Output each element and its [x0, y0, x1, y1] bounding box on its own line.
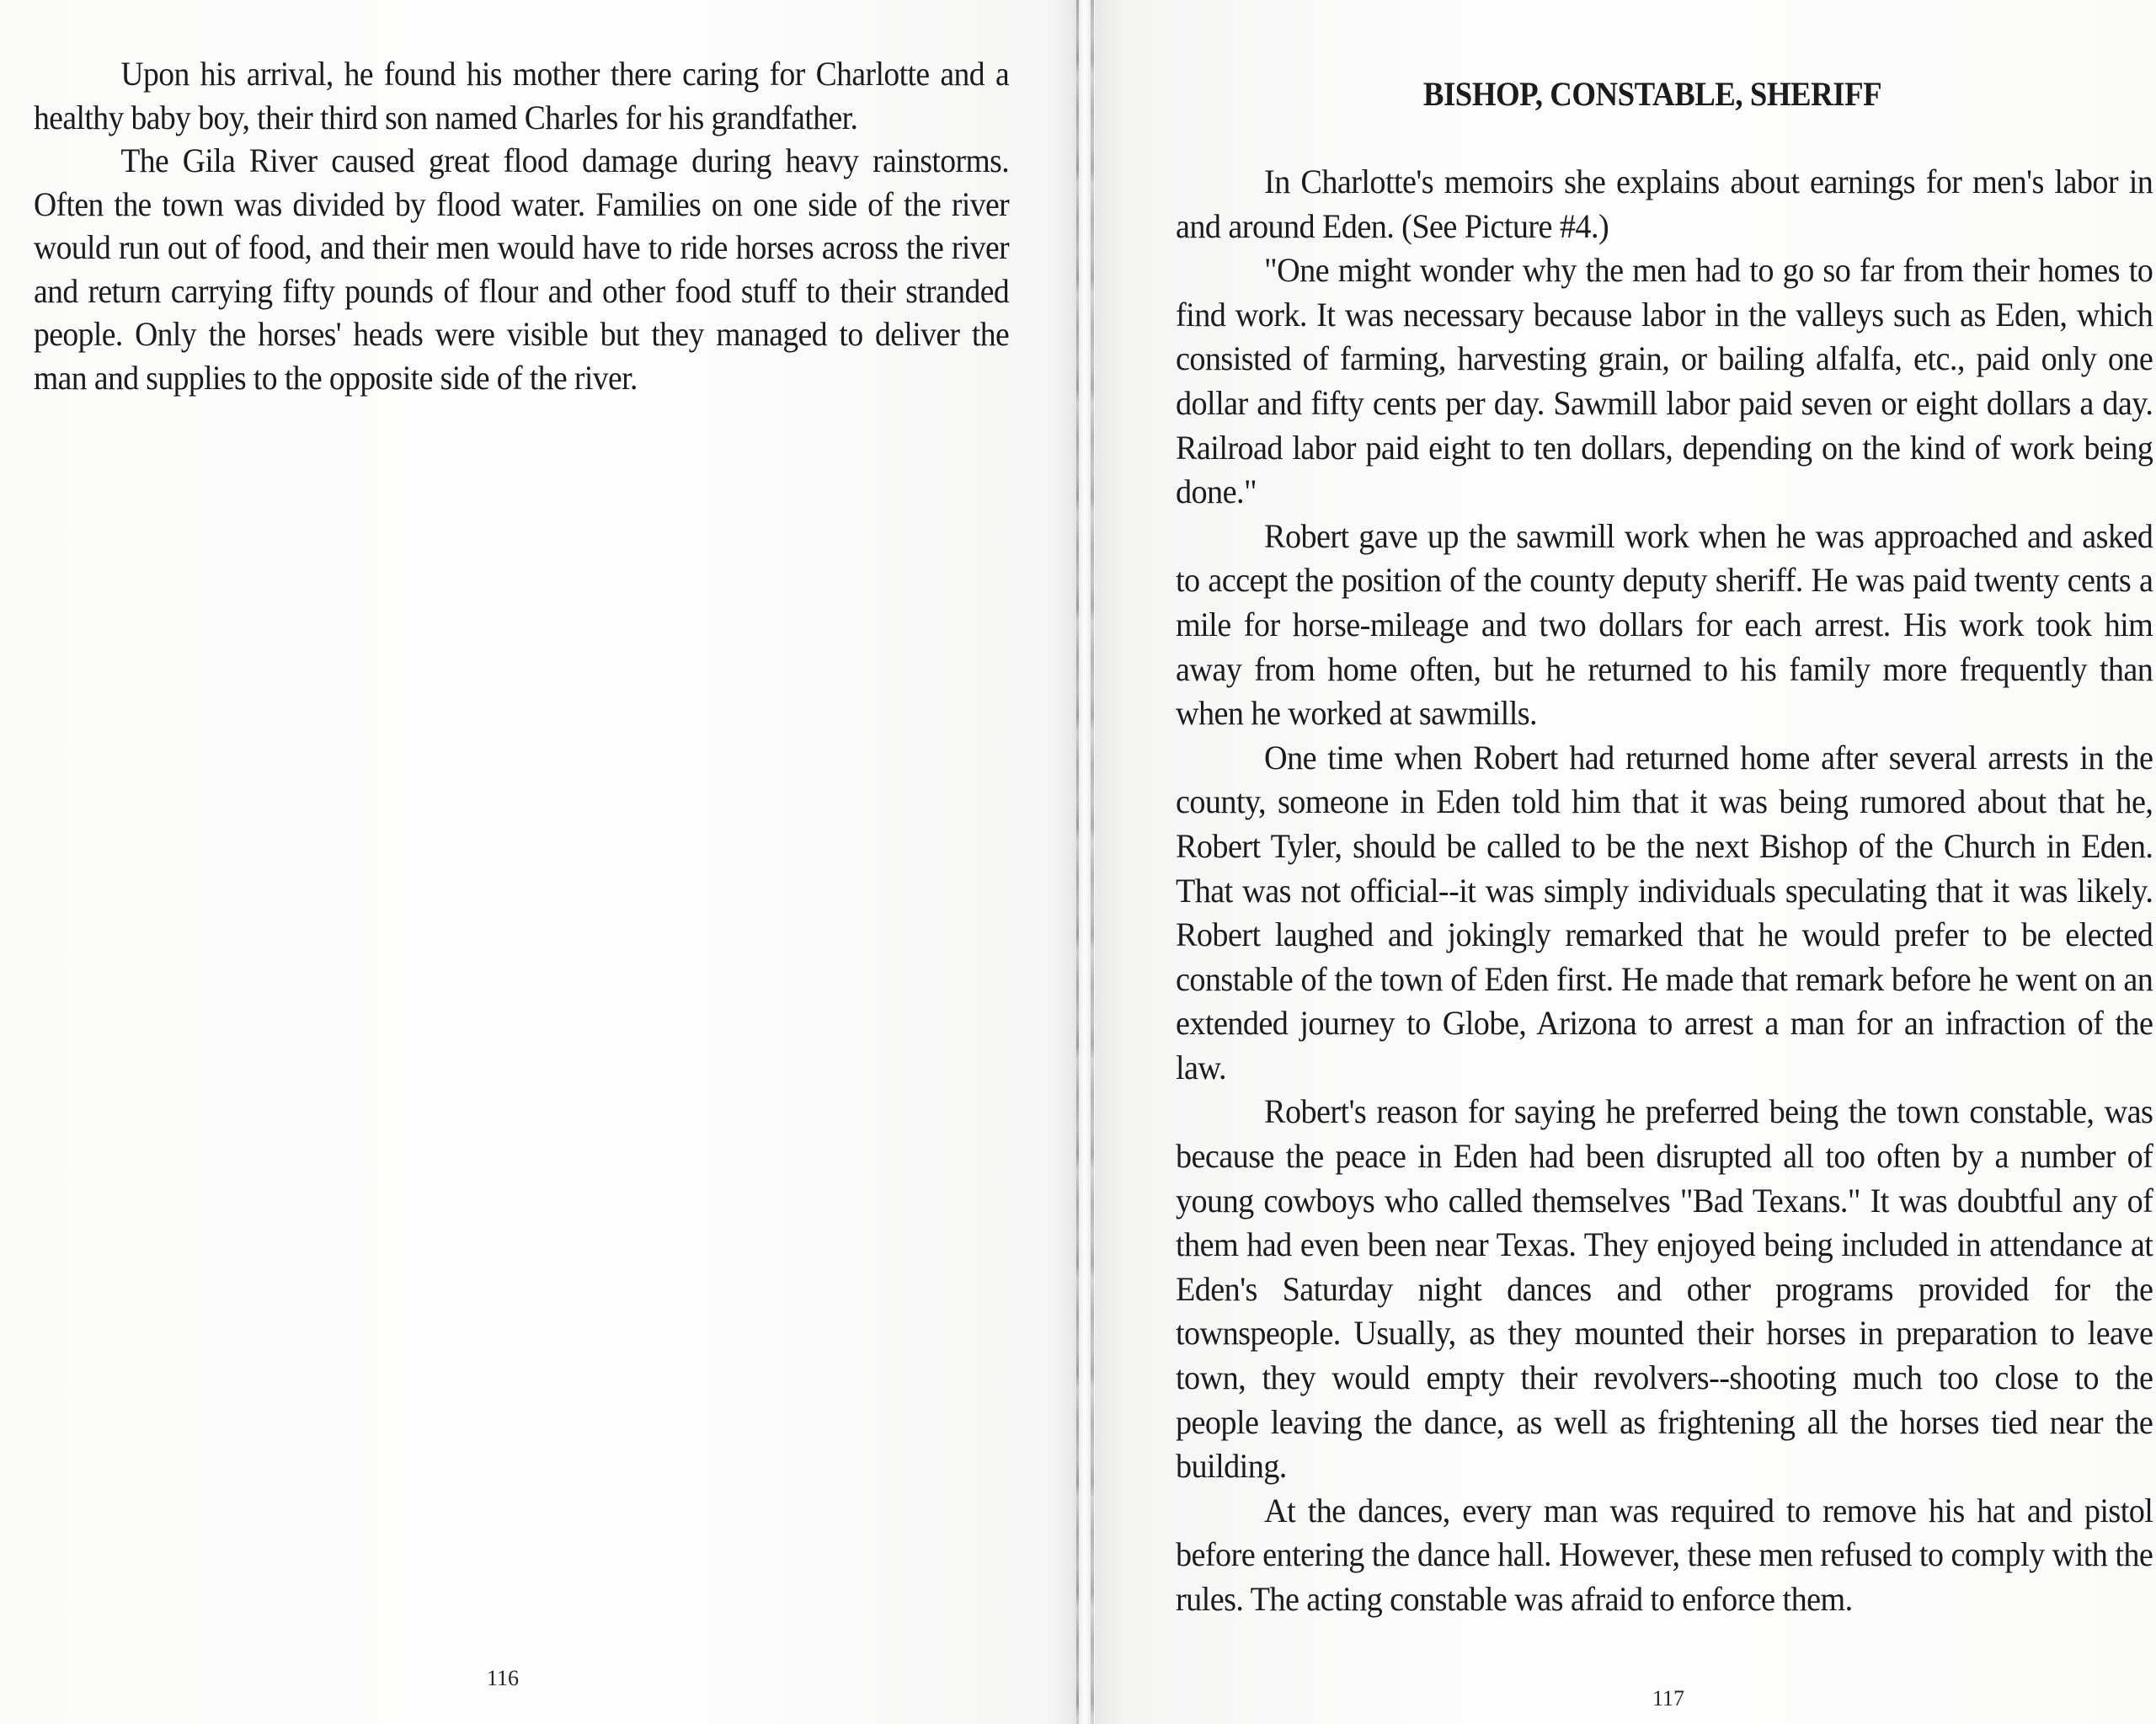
gutter-fold-line	[1076, 0, 1079, 1724]
paragraph: "One might wonder why the men had to go so far from their homes to find work. It was necessary because labor in the valleys such as Eden, which consisted of farming, harvesting grain, or bailing alfalfa, etc., paid only one dollar and fifty cents per day. Sawmill labor paid seven or eight dollars a day. Railroad labor paid eight to ten dollars, depending on the kind of work being done."	[1176, 251, 2153, 511]
paragraph: One time when Robert had returned home after several arrests in the county, someone in Eden told him that it was being rumored about that he, Robert Tyler, should be called to be the next Bishop of the Church in Eden. That was not official--it was simply individuals speculating that it was likely. Robert laughed and jokingly remarked that he would prefer to be elected constable of the town of Eden first. He made that remark before he went on an extended journey to Globe, Arizona to arrest a man for an infraction of the law.	[1176, 738, 2153, 1086]
gutter-fold-line	[1091, 0, 1094, 1724]
paragraph: At the dances, every man was required to remove his hat and pistol before entering the dance hall. However, these men refused to comply with the rules. The acting constable was afraid to enforce them.	[1176, 1491, 2153, 1618]
paragraph: The Gila River caused great flood damage during heavy rainstorms. Often the town was divided by flood water. Families on one side of the river would run out of food, and their men would have to ride horses across the river and return carrying fifty pounds of flour and other food stuff to their stranded people. Only the horses' heads were visible but they managed to deliver the man and supplies to the opposite side of the river.	[34, 141, 1010, 397]
chapter-heading-text: BISHOP, CONSTABLE, SHERIFF	[1423, 75, 1882, 113]
paragraph: Robert gave up the sawmill work when he was approached and asked to accept the position of the county deputy sheriff. He was paid twenty cents a mile for horse-mileage and two dollars for each arrest. His work took him away from home often, but he returned to his family more frequently than when he worked at sawmills.	[1176, 516, 2153, 733]
page-number: 117	[1652, 1686, 1685, 1711]
paragraph: Robert's reason for saying he preferred being the town constable, was because the peace in Eden had been disrupted all too often by a number of young cowboys who called themselves "Bad Texans." It was doubtful any of them had even been near Texas. They enjoyed being included in attendance at Eden's Saturday night dances and other programs provided for the townspeople. Usually, as they mounted their horses in preparation to leave town, they would empty their revolvers--shooting much too close to the people leaving the dance, as well as frightening all the horses tied near the building.	[1176, 1092, 2153, 1486]
paragraph: In Charlotte's memoirs she explains about earnings for men's labor in and around Eden. (See Picture #4.)	[1176, 163, 2153, 245]
right-page-body	[1176, 160, 2153, 1622]
left-page-body	[34, 52, 1009, 399]
page-number: 116	[487, 1666, 520, 1690]
chapter-heading	[1095, 74, 2156, 114]
paragraph: Upon his arrival, he found his mother there caring for Charlotte and a healthy baby boy, their third son named Charles for his grandfather.	[34, 55, 1010, 136]
